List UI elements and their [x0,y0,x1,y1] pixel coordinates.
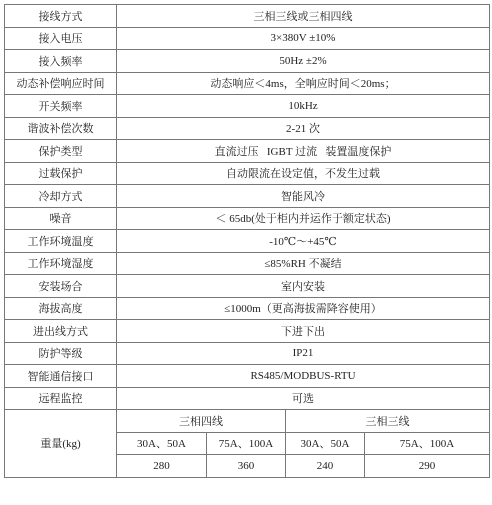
spec-label: 智能通信接口 [5,365,117,388]
table-row [5,185,490,208]
weight-value: 290 [365,455,490,478]
weight-model: 30A、50A [286,432,365,455]
spec-value: 三相三线或三相四线 [117,5,490,28]
weight-model: 75A、100A [365,432,490,455]
spec-value: 2-21 次 [117,117,490,140]
spec-label: 冷却方式 [5,185,117,208]
table-row [5,320,490,343]
spec-value: 50Hz ±2% [117,50,490,73]
table-row [5,252,490,275]
spec-label: 噪音 [5,207,117,230]
table-row [5,27,490,50]
spec-value: 智能风冷 [117,185,490,208]
weight-group-four-wire: 三相四线 [117,410,286,433]
spec-label: 接入电压 [5,27,117,50]
spec-table [4,4,490,478]
spec-label: 进出线方式 [5,320,117,343]
spec-value: IP21 [117,342,490,365]
table-row [5,117,490,140]
spec-value: ≤85%RH 不凝结 [117,252,490,275]
table-row [5,342,490,365]
weight-group-row [5,410,490,433]
spec-value: ＜ 65db(处于柜内并运作于额定状态) [117,207,490,230]
spec-value: 下进下出 [117,320,490,343]
table-row [5,275,490,298]
spec-label: 开关频率 [5,95,117,118]
spec-value: 室内安装 [117,275,490,298]
table-row [5,365,490,388]
table-row [5,230,490,253]
spec-label: 远程监控 [5,387,117,410]
weight-label: 重量(kg) [5,410,117,478]
spec-label: 防护等级 [5,342,117,365]
table-row [5,140,490,163]
spec-label: 工作环境温度 [5,230,117,253]
spec-label: 保护类型 [5,140,117,163]
spec-value: 可选 [117,387,490,410]
table-row [5,72,490,95]
spec-value: 动态响应＜4ms，全响应时间＜20ms； [117,72,490,95]
spec-label: 过载保护 [5,162,117,185]
spec-value: 直流过压 IGBT 过流 装置温度保护 [117,140,490,163]
table-row [5,95,490,118]
spec-value: 自动限流在设定值，不发生过载 [117,162,490,185]
spec-label: 接入频率 [5,50,117,73]
table-row [5,297,490,320]
weight-model: 30A、50A [117,432,207,455]
spec-value: -10℃～+45℃ [117,230,490,253]
spec-value: 10kHz [117,95,490,118]
spec-value: RS485/MODBUS-RTU [117,365,490,388]
table-row [5,50,490,73]
weight-value: 240 [286,455,365,478]
weight-value: 280 [117,455,207,478]
weight-model: 75A、100A [207,432,286,455]
spec-value: 3×380V ±10% [117,27,490,50]
table-row [5,207,490,230]
spec-label: 安装场合 [5,275,117,298]
weight-value: 360 [207,455,286,478]
table-row [5,387,490,410]
spec-value: ≤1000m（更高海拔需降容使用） [117,297,490,320]
spec-label: 动态补偿响应时间 [5,72,117,95]
weight-group-three-wire: 三相三线 [286,410,490,433]
table-row [5,162,490,185]
table-row [5,5,490,28]
spec-label: 接线方式 [5,5,117,28]
spec-label: 工作环境湿度 [5,252,117,275]
spec-label: 海拔高度 [5,297,117,320]
spec-label: 谐波补偿次数 [5,117,117,140]
